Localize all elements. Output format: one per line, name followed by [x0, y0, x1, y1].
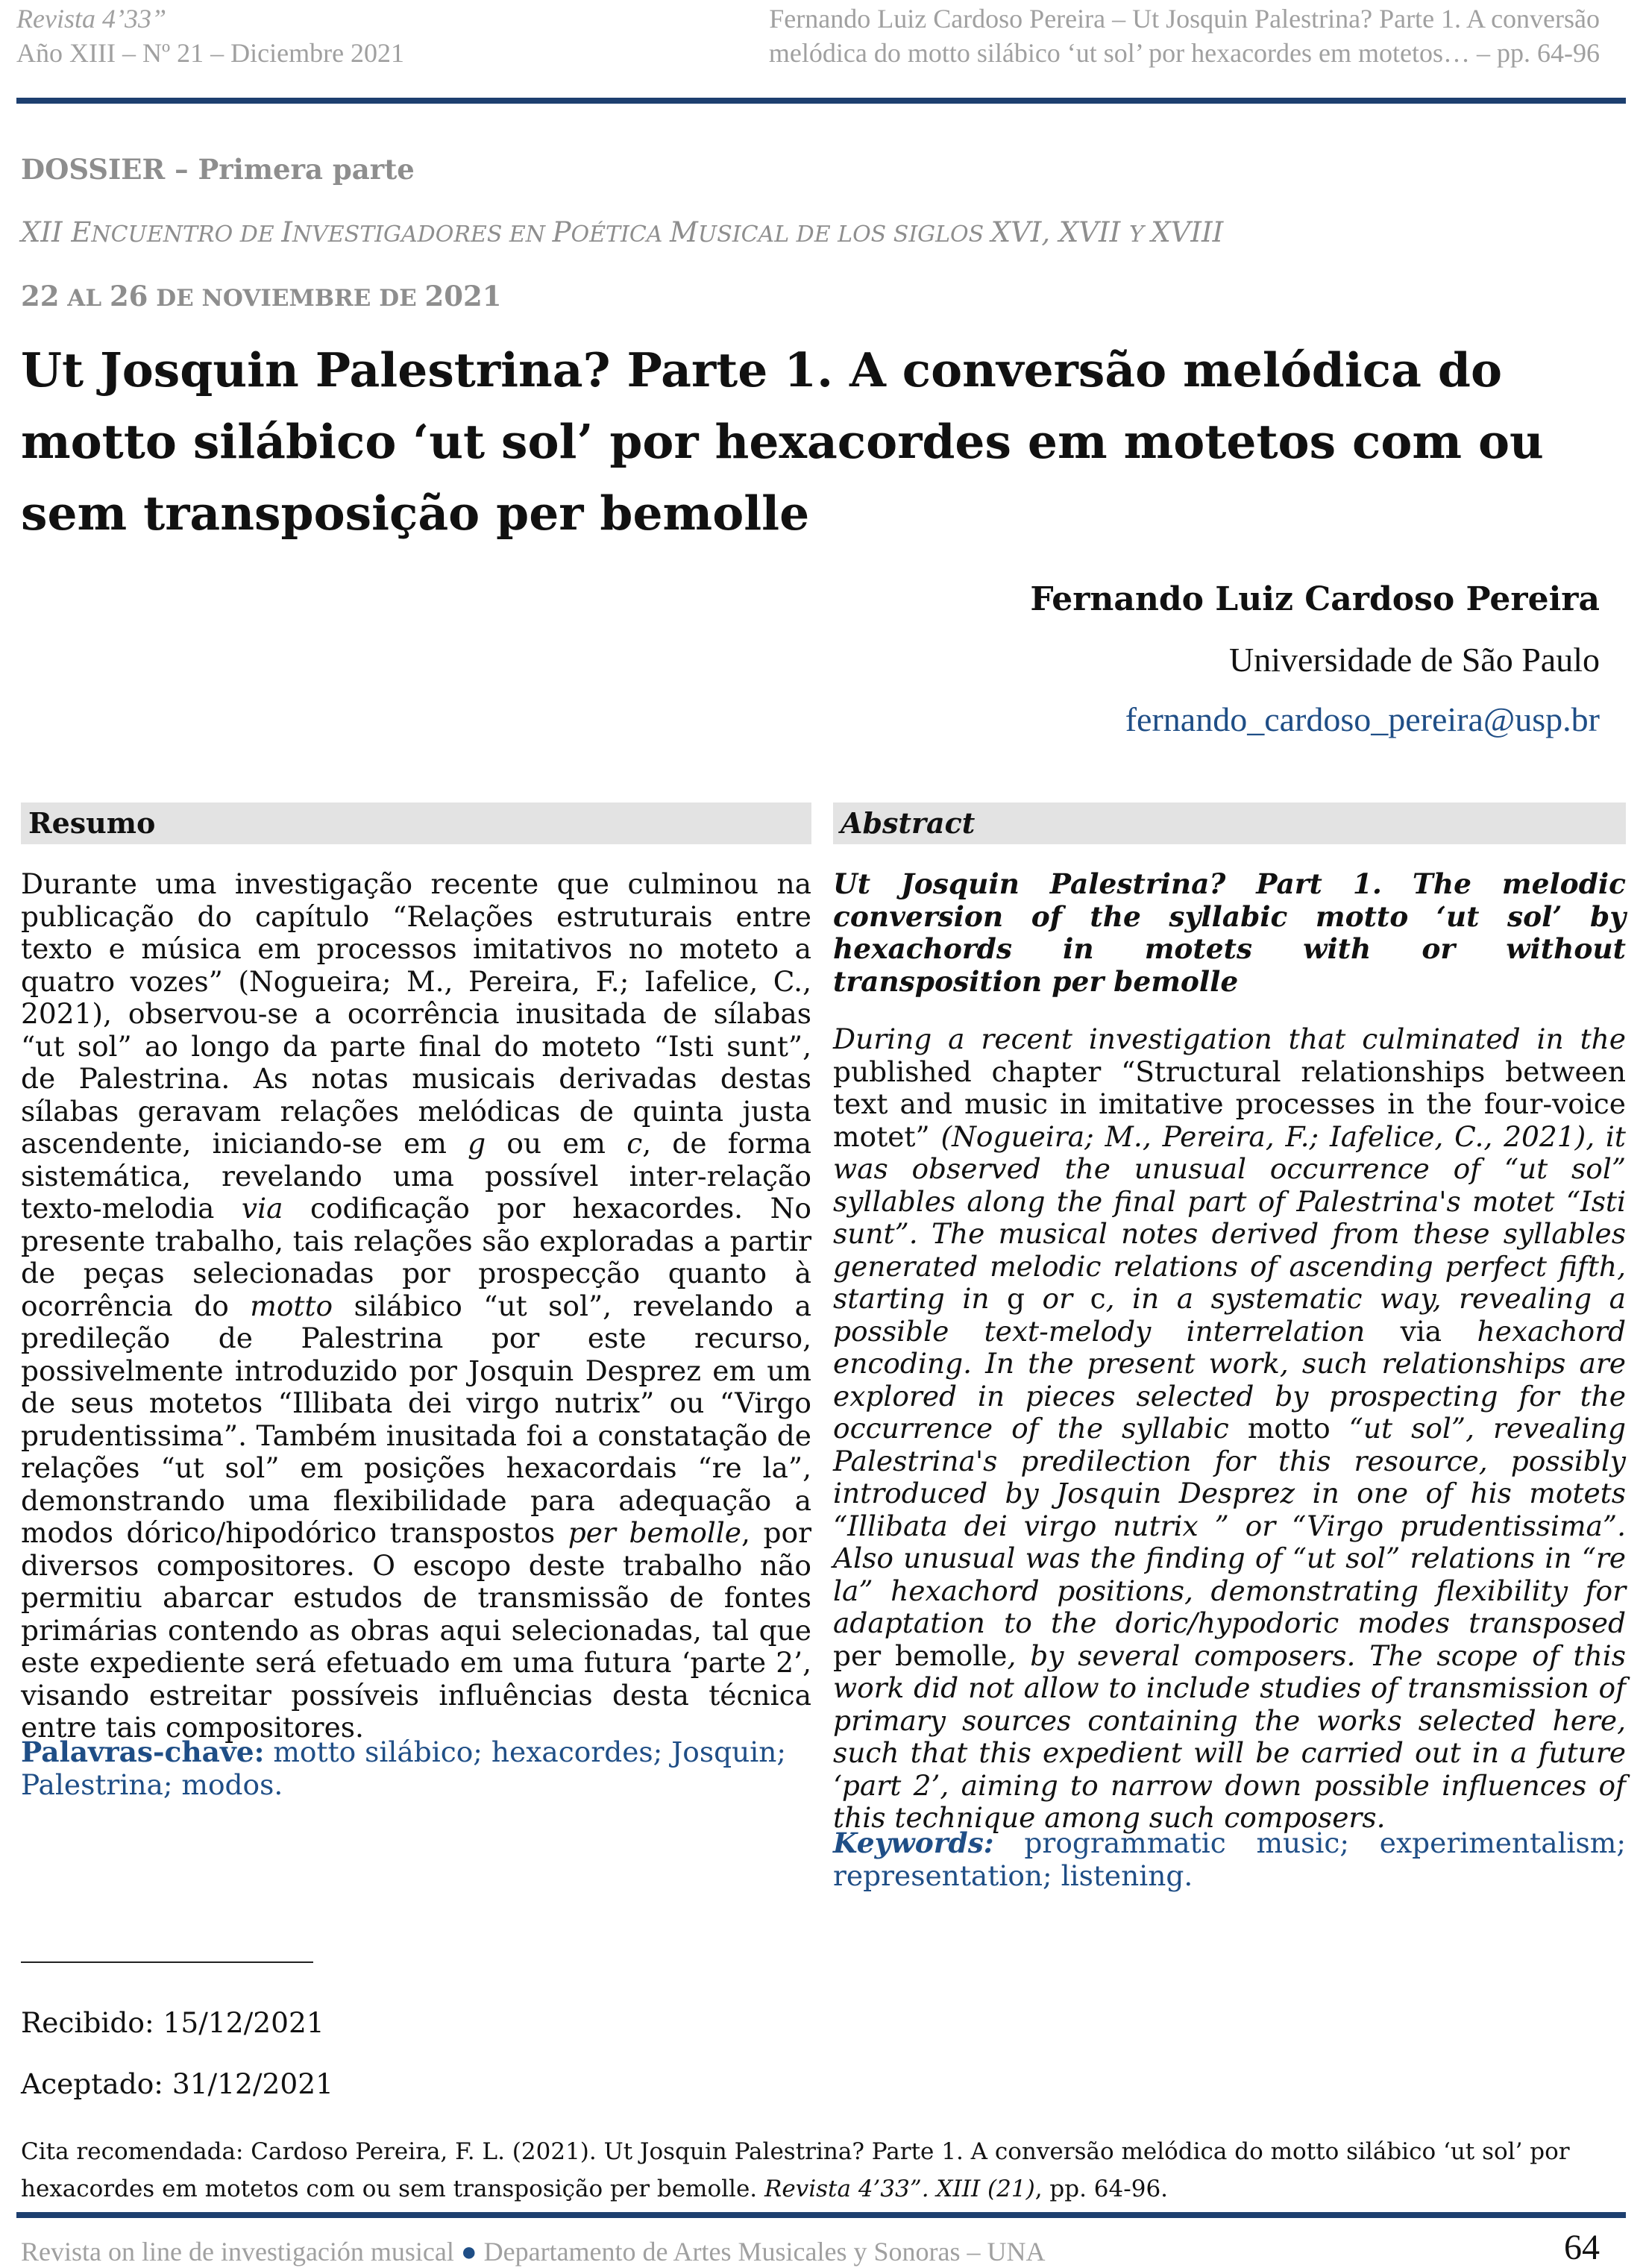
footer-rule: [16, 2212, 1626, 2218]
issue-info: Año XIII – Nº 21 – Diciembre 2021: [16, 38, 405, 68]
received-date: Recibido: 15/12/2021: [21, 2006, 324, 2039]
article-title: Ut Josquin Palestrina? Parte 1. A conversão melódica do motto silábico ‘ut sol’ por hexacordes em motetos com ou sem transposição per bemolle: [21, 342, 1544, 541]
author-email[interactable]: fernando_cardoso_pereira@usp.br: [1125, 700, 1600, 738]
accepted-date: Aceptado: 31/12/2021: [21, 2067, 333, 2100]
encuentro-title: XII ENCUENTRO DE INVESTIGADORES EN POÉTICA MUSICAL DE LOS SIGLOS XVI, XVII Y XVIII: [21, 216, 1224, 248]
running-title-line2: melódica do motto silábico ‘ut sol’ por hexacordes em motetos… – pp. 64-96: [768, 38, 1600, 68]
keywords-label-pt: Palavras-chave:: [21, 1735, 265, 1768]
bullet-icon: ●: [460, 2237, 477, 2267]
author-affiliation: Universidade de São Paulo: [1229, 641, 1600, 679]
event-dates: 22 AL 26 DE NOVIEMBRE DE 2021: [21, 280, 502, 312]
resumo-heading: Resumo: [21, 802, 811, 844]
keywords-en: programmatic music; experimentalism; representation; listening.: [833, 1826, 1626, 1892]
keywords-block: [833, 1827, 1626, 1892]
recommended-citation: Cita recomendada: Cardoso Pereira, F. L. (2021). Ut Josquin Palestrina? Parte 1. A conversão melódica do motto silábico ‘ut sol’ por hexacordes em motetos com ou sem transposição per bemolle. Revista 4’33”. XIII (21), pp. 64-96.: [21, 2138, 1570, 2202]
running-title-line1: Fernando Luiz Cardoso Pereira – Ut Josquin Palestrina? Parte 1. A conversão: [769, 4, 1600, 34]
keywords-pt: motto silábico; hexacordes; Josquin; Palestrina; modos.: [21, 1735, 787, 1801]
palavras-chave: [21, 1736, 811, 1801]
footer-text: Revista on line de investigación musical ● Departamento de Artes Musicales y Sonoras – UNA: [21, 2237, 1046, 2267]
abstract-title: Ut Josquin Palestrina? Part 1. The melodic conversion of the syllabic motto ‘ut sol’ by hexachords in motets with or without transposition per bemolle: [833, 867, 1626, 998]
footnote-rule: [21, 1961, 313, 1963]
keywords-label-en: Keywords:: [833, 1826, 994, 1859]
page-number: 64: [1564, 2228, 1600, 2267]
abstract-heading: Abstract: [833, 802, 1626, 844]
author-name: Fernando Luiz Cardoso Pereira: [1030, 580, 1600, 618]
journal-name: Revista 4’33”: [16, 4, 166, 34]
abstract-body: During a recent investigation that culminated in the published chapter “Structural relationships between text and music in imitative processes in the four-voice motet” (Nogueira; M., Pereira, F.; Iafelice, C., 2021), it was observed the unusual occurrence of “ut sol” syllables along the final part of Palestrina's motet “Isti sunt”. The musical notes derived from these syllables generated melodic relations of ascending perfect fifth, starting in g or c, in a systematic way, revealing a possible text-melody interrelation via hexachord encoding. In the present work, such relationships are explored in pieces selected by prospecting for the occurrence of the syllabic motto “ut sol”, revealing Palestrina's predilection for this resource, possibly introduced by Josquin Desprez in one of his motets “Illibata dei virgo nutrix ” or “Virgo prudentissima”. Also unusual was the finding of “ut sol” relations in “re la” hexachord positions, demonstrating flexibility for adaptation to the doric/hypodoric modes transposed per bemolle, by several composers. The scope of this work did not allow to include studies of transmission of primary sources containing the works selected here, such that this expedient will be carried out in a future ‘part 2’, aiming to narrow down possible influences of this technique among such composers.: [833, 1023, 1627, 1834]
header-rule: [16, 98, 1626, 104]
running-header-left: [16, 1, 404, 70]
running-header-right: [608, 1, 1600, 70]
resumo-body: Durante uma investigação recente que culminou na publicação do capítulo “Relações estruturais entre texto e música em processos imitativos no moteto a quatro vozes” (Nogueira; M., Pereira, F.; Iafelice, C., 2021), observou-se a ocorrência inusitada de sílabas “ut sol” ao longo da parte final do moteto “Isti sunt”, de Palestrina. As notas musicais derivadas destas sílabas geravam relações melódicas de quinta justa ascendente, iniciando-se em g ou em c, de forma sistemática, revelando uma possível inter-relação texto-melodia via codificação por hexacordes. No presente trabalho, tais relações são exploradas a partir de peças selecionadas por prospecção quanto à ocorrência do motto silábico “ut sol”, revelando a predileção de Palestrina por este recurso, possivelmente introduzido por Josquin Desprez em um de seus motetos “Illibata dei virgo nutrix” ou “Virgo prudentissima”. Também inusitada foi a constatação de relações “ut sol” em posições hexacordais “re la”, demonstrando uma flexibilidade para adequação a modos dórico/hipodórico transpostos per bemolle, por diversos compositores. O escopo deste trabalho não permitiu abarcar estudos de transmissão de fontes primárias contendo as obras aqui selecionadas, tal que este expediente será efetuado em uma futura ‘parte 2’, visando estreitar possíveis influências desta técnica entre tais compositores.: [21, 867, 811, 1744]
dossier-label: DOSSIER – Primera parte: [21, 153, 415, 186]
